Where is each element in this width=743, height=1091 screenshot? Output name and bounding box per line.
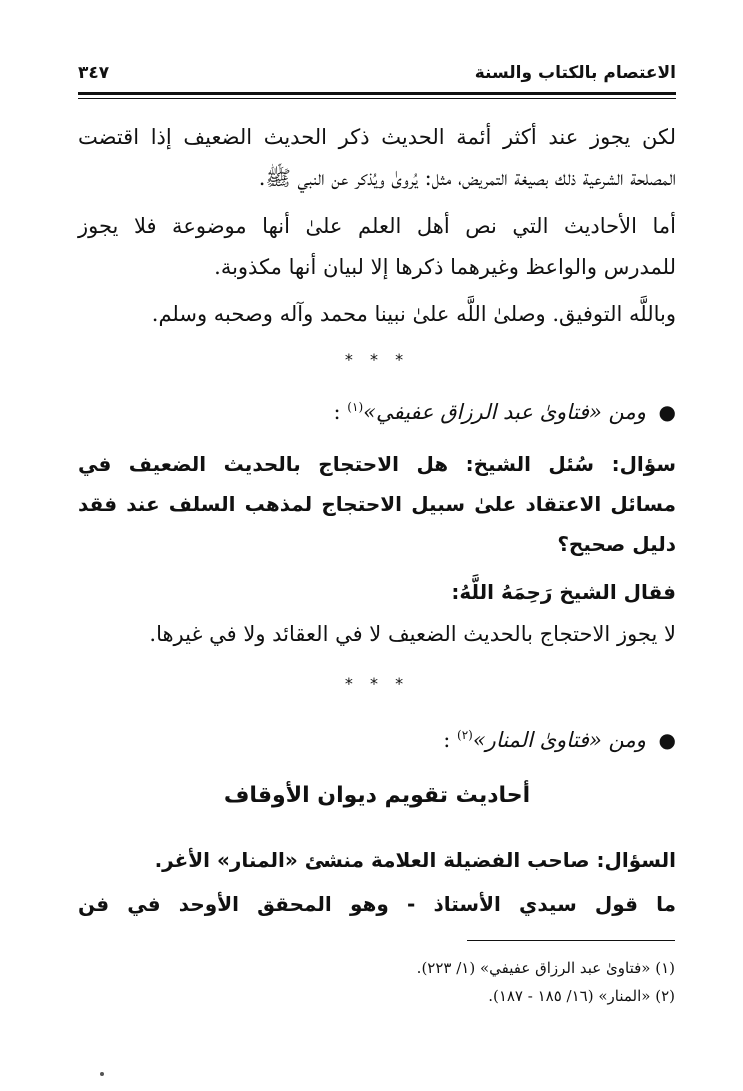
section-title: [78, 715, 676, 755]
section-separator: * * *: [344, 350, 410, 369]
paragraph-line: لكن يجوز عند أكثر أئمة الحديث ذكر الحديث الضعيف إذا اقتضت: [78, 125, 676, 149]
question-line: سؤال: سُئل الشيخ: هل الاحتجاج بالحديث الضعيف في: [78, 452, 676, 476]
question-line: دليل صحيح؟: [557, 532, 676, 556]
scan-speck: [100, 1072, 104, 1076]
footnote: (٢) «المنار» (١٦/ ١٨٥ - ١٨٧).: [488, 987, 675, 1005]
answer-label: فقال الشيخ رَحِمَهُ اللَّهُ:: [451, 580, 676, 604]
section-colon: :: [443, 728, 451, 752]
header-thin-rule: [78, 98, 676, 99]
section-source: ومن «فتاوىٰ المنار»: [472, 728, 646, 752]
footnote-ref: (٢): [457, 728, 473, 742]
question-line: السؤال: صاحب الفضيلة العلامة منشئ «المنار» الأغر.: [154, 848, 676, 872]
footnote: (١) «فتاوىٰ عبد الرزاق عفيفي» (١/ ٢٢٣).: [416, 959, 675, 977]
article-heading: أحاديث تقويم ديوان الأوقاف: [223, 783, 531, 808]
paragraph-line: أما الأحاديث التي نص أهل العلم علىٰ أنها موضوعة فلا يجوز: [78, 214, 676, 238]
footnote-rule: [467, 940, 675, 941]
question-line: مسائل الاعتقاد علىٰ سبيل الاحتجاج لمذهب السلف عند فقد: [78, 492, 676, 516]
header-thick-rule: [78, 92, 676, 95]
paragraph-line: للمدرس والواعظ وغيرهما ذكرها إلا لبيان أنها مكذوبة.: [214, 255, 676, 279]
running-header: [78, 58, 676, 88]
section-source: ومن «فتاوىٰ عبد الرزاق عفيفي»: [363, 400, 646, 424]
footnote-ref: (١): [347, 400, 364, 414]
section-title: [78, 387, 676, 427]
book-title: الاعتصام بالكتاب والسنة: [474, 63, 676, 83]
question-line: ما قول سيدي الأستاذ - وهو المحقق الأوحد في فن: [78, 892, 676, 916]
paragraph-line: وباللَّه التوفيق. وصلىٰ اللَّه علىٰ نبينا محمد وآله وصحبه وسلم.: [151, 302, 676, 326]
section-separator: * * *: [344, 674, 410, 693]
page-number: ٣٤٧: [78, 63, 110, 83]
paragraph-line: المصلحة الشرعية ذلك بصيغة التمريض، مثل: يُروىٰ ويُذكر عن النبي ﷺ.: [258, 166, 676, 190]
section-colon: :: [333, 400, 341, 424]
bullet-icon: ●: [658, 400, 676, 424]
answer-text: لا يجوز الاحتجاج بالحديث الضعيف لا في العقائد ولا في غيرها.: [149, 622, 676, 646]
bullet-icon: ●: [658, 728, 676, 752]
